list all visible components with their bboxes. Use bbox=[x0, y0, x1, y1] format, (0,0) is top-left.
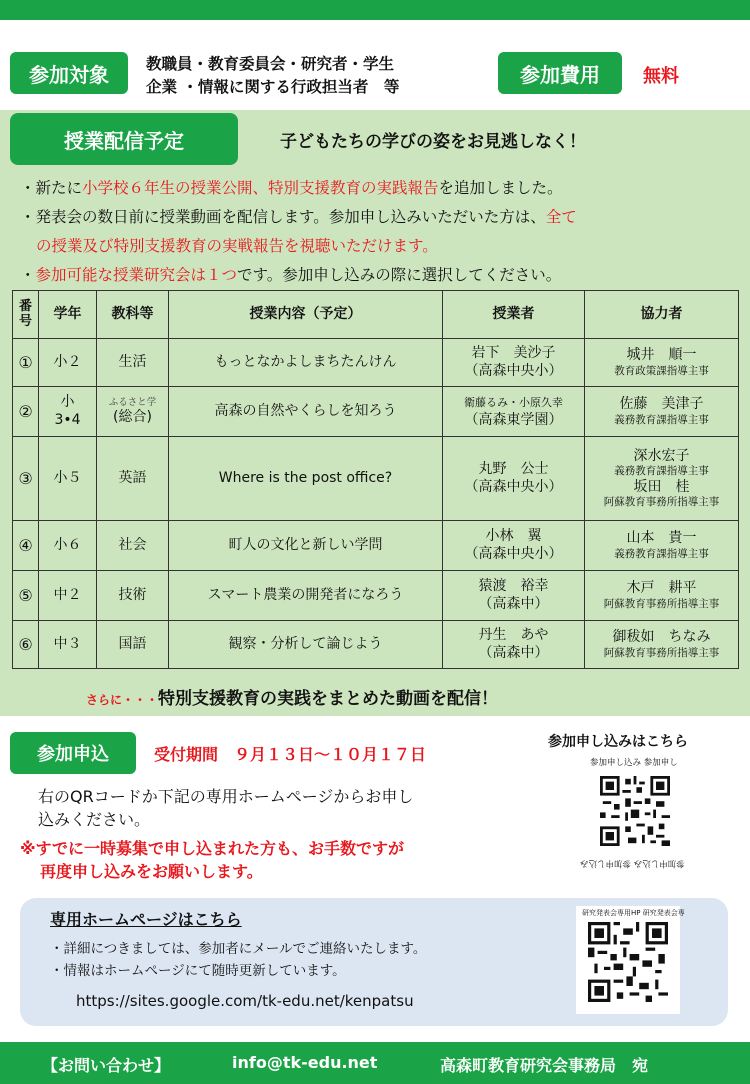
header-number: 番 号 bbox=[13, 291, 39, 339]
bullet-3: ・参加可能な授業研究会は１つです。参加申し込みの際に選択してください。 bbox=[20, 266, 562, 284]
table-row bbox=[13, 387, 739, 437]
row-teacher: 岩下 美沙子 （高森中央小） bbox=[443, 339, 585, 387]
row-collaborator: 木戸 耕平 阿蘇教育事務所指導主事 bbox=[585, 571, 739, 621]
homepage-url[interactable]: https://sites.google.com/tk-edu.net/kenpatsu bbox=[76, 992, 414, 1010]
row-teacher: 猿渡 裕幸 （高森中） bbox=[443, 571, 585, 621]
homepage-qr-ring-text: 研究発表会専用HP 研究発表会専 bbox=[582, 909, 685, 917]
row-teacher: 丸野 公士 （高森中央小） bbox=[443, 437, 585, 521]
apply-period: 受付期間 ９月１３日～１０月１７日 bbox=[154, 745, 427, 764]
row-collaborator: 山本 貴一 義務教育課指導主事 bbox=[585, 521, 739, 571]
qr-code-icon bbox=[588, 922, 668, 1002]
row-number: ⑥ bbox=[13, 621, 39, 669]
apply-desc-1: 右のQRコードか下記の専用ホームページからお申し bbox=[38, 787, 414, 806]
row-teacher: 丹生 あや （高森中） bbox=[443, 621, 585, 669]
row-content: 高森の自然やくらしを知ろう bbox=[169, 387, 443, 437]
fee-value: 無料 bbox=[643, 66, 679, 87]
bullet-2-cont: の授業及び特別支援教育の実戦報告を視聴いただけます。 bbox=[36, 237, 438, 255]
row-content: 町人の文化と新しい学問 bbox=[169, 521, 443, 571]
footer-email[interactable]: info@tk-edu.net bbox=[232, 1053, 378, 1072]
table-row bbox=[13, 521, 739, 571]
header-subject: 教科等 bbox=[97, 291, 169, 339]
apply-desc-2: 込みください。 bbox=[38, 810, 151, 829]
row-number: ④ bbox=[13, 521, 39, 571]
table-header-row bbox=[13, 291, 739, 339]
row-content: Where is the post office? bbox=[169, 437, 443, 521]
row-teacher: 衛藤るみ・小原久幸 （高森東学園） bbox=[443, 387, 585, 437]
qr-code-icon bbox=[600, 776, 670, 846]
row-number: ③ bbox=[13, 437, 39, 521]
row-subject: 生活 bbox=[97, 339, 169, 387]
homepage-qr-code[interactable] bbox=[576, 906, 685, 1014]
footer-contact-label: 【お問い合わせ】 bbox=[42, 1056, 171, 1075]
also-line: さらに・・・特別支援教育の実践をまとめた動画を配信！ bbox=[86, 689, 499, 709]
bullet-2: ・発表会の数日前に授業動画を配信します。参加申し込みいただいた方は、全て bbox=[20, 208, 577, 226]
row-number: ⑤ bbox=[13, 571, 39, 621]
row-subject: ふるさと学 (総合) bbox=[97, 387, 169, 437]
row-grade: 小２ bbox=[39, 339, 97, 387]
apply-label: 参加申込 bbox=[10, 732, 136, 774]
top-bar bbox=[0, 0, 750, 20]
fee-label: 参加費用 bbox=[498, 52, 622, 94]
row-subject: 国語 bbox=[97, 621, 169, 669]
homepage-title[interactable]: 専用ホームページはこちら bbox=[50, 910, 242, 929]
footer-org: 高森町教育研究会事務局 宛 bbox=[440, 1056, 649, 1075]
row-collaborator: 御秡如 ちなみ 阿蘇教育事務所指導主事 bbox=[585, 621, 739, 669]
apply-qr-code[interactable] bbox=[572, 752, 698, 876]
row-content: スマート農業の開発者になろう bbox=[169, 571, 443, 621]
header-collaborator: 協力者 bbox=[585, 291, 739, 339]
row-collaborator: 佐藤 美津子 義務教育課指導主事 bbox=[585, 387, 739, 437]
apply-note-2: 再度申し込みをお願いします。 bbox=[40, 862, 263, 881]
row-grade: 小５ bbox=[39, 437, 97, 521]
schedule-table bbox=[12, 290, 739, 669]
bullet-1: ・新たに小学校６年生の授業公開、特別支援教育の実践報告を追加しました。 bbox=[20, 179, 563, 197]
header-teacher: 授業者 bbox=[443, 291, 585, 339]
row-subject: 英語 bbox=[97, 437, 169, 521]
homepage-line-2: ・情報はホームページにて随時更新しています。 bbox=[50, 963, 346, 979]
table-row bbox=[13, 621, 739, 669]
qr-ring-text-top: 参加申し込み 参加申し bbox=[590, 758, 678, 768]
qr-caption: 参加申し込みはこちら bbox=[548, 734, 688, 750]
row-number: ① bbox=[13, 339, 39, 387]
header-grade: 学年 bbox=[39, 291, 97, 339]
row-grade: 中２ bbox=[39, 571, 97, 621]
homepage-line-1: ・詳細につきましては、参加者にメールでご連絡いたします。 bbox=[50, 941, 427, 957]
table-row bbox=[13, 339, 739, 387]
target-label: 参加対象 bbox=[10, 52, 128, 94]
row-collaborator: 城井 順一 教育政策課指導主事 bbox=[585, 339, 739, 387]
table-row bbox=[13, 571, 739, 621]
row-number: ② bbox=[13, 387, 39, 437]
footer bbox=[0, 1042, 750, 1084]
row-grade: 小６ bbox=[39, 521, 97, 571]
row-content: もっとなかよしまちたんけん bbox=[169, 339, 443, 387]
row-content: 観察・分析して論じよう bbox=[169, 621, 443, 669]
schedule-tagline: 子どもたちの学びの姿をお見逃しなく！ bbox=[280, 132, 586, 152]
row-collaborator: 深水宏子 義務教育課指導主事 坂田 桂 阿蘇教育事務所指導主事 bbox=[585, 437, 739, 521]
row-grade: 中３ bbox=[39, 621, 97, 669]
row-subject: 社会 bbox=[97, 521, 169, 571]
qr-ring-text-bottom: 参加申し込み 参加申し込み bbox=[580, 858, 685, 868]
apply-note-1: ※すでに一時募集で申し込まれた方も、お手数ですが bbox=[20, 839, 405, 858]
target-line2: 企業 ・情報に関する行政担当者 等 bbox=[146, 78, 400, 96]
row-teacher: 小林 翼 （高森中央小） bbox=[443, 521, 585, 571]
table-row bbox=[13, 437, 739, 521]
schedule-label: 授業配信予定 bbox=[10, 113, 238, 165]
row-grade: 小 3•4 bbox=[39, 387, 97, 437]
row-subject: 技術 bbox=[97, 571, 169, 621]
header-content: 授業内容（予定） bbox=[169, 291, 443, 339]
target-line1: 教職員・教育委員会・研究者・学生 bbox=[146, 55, 395, 73]
